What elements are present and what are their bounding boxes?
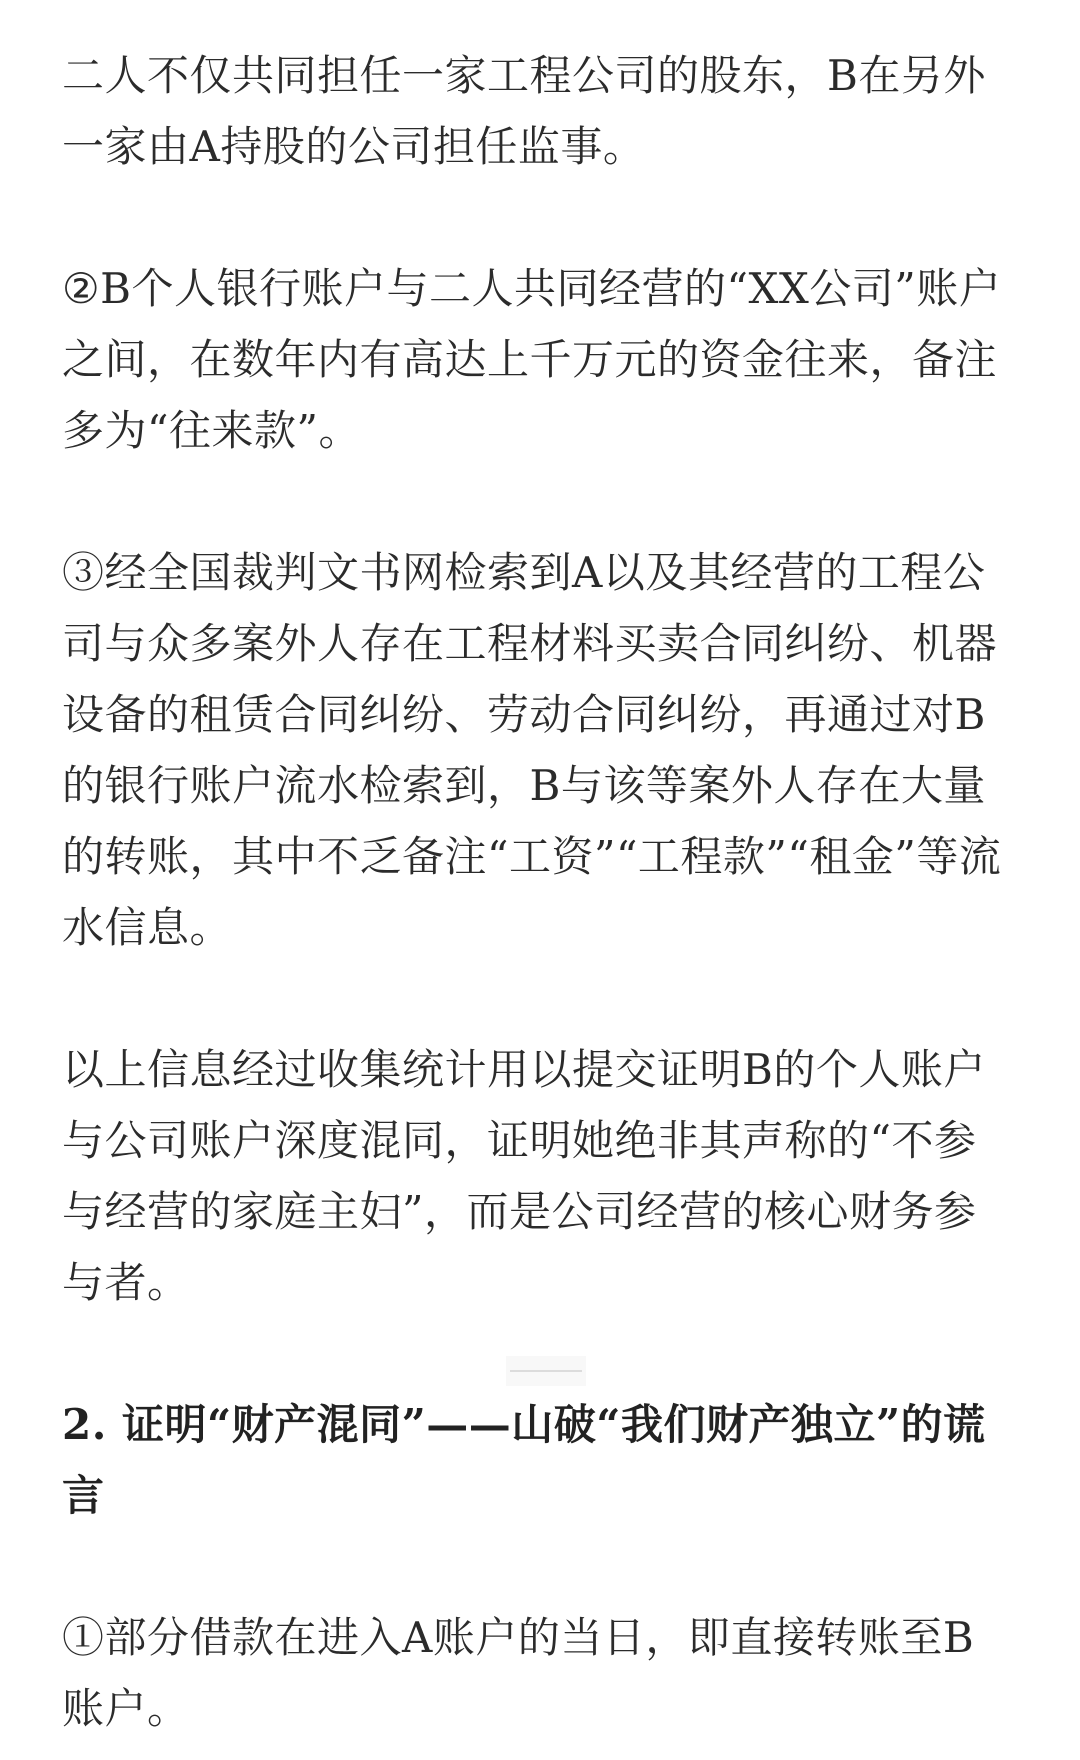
paragraph-shareholder-relation: 二人不仅共同担任一家工程公司的股东，B在另外一家由A持股的公司担任监事。 — [62, 51, 986, 171]
section-heading: 2. 证明“财产混同”——山破“我们财产独立”的谎言 — [62, 1400, 986, 1520]
paragraph-conclusion: 以上信息经过收集统计用以提交证明B的个人账户与公司账户深度混同，证明她绝非其声称的“不参与经营的家庭主妇”，而是公司经营的核心财务参与者。 — [62, 1045, 986, 1307]
paragraph-bank-transfers: ②B个人银行账户与二人共同经营的“XX公司”账户之间，在数年内有高达上千万元的资金往来，备注多为“往来款”。 — [62, 264, 1002, 455]
paragraph-court-records: ③经全国裁判文书网检索到A以及其经营的工程公司与众多案外人存在工程材料买卖合同纠纷、机器设备的租赁合同纠纷、劳动合同纠纷，再通过对B的银行账户流水检索到，B与该等案外人存在大量的转账，其中不乏备注“工资”“工程款”“租金”等流水信息。 — [62, 548, 1002, 952]
paragraph-loan-transfer: ①部分借款在进入A账户的当日，即直接转账至B账户。 — [62, 1613, 975, 1733]
article-body — [62, 40, 1012, 1744]
